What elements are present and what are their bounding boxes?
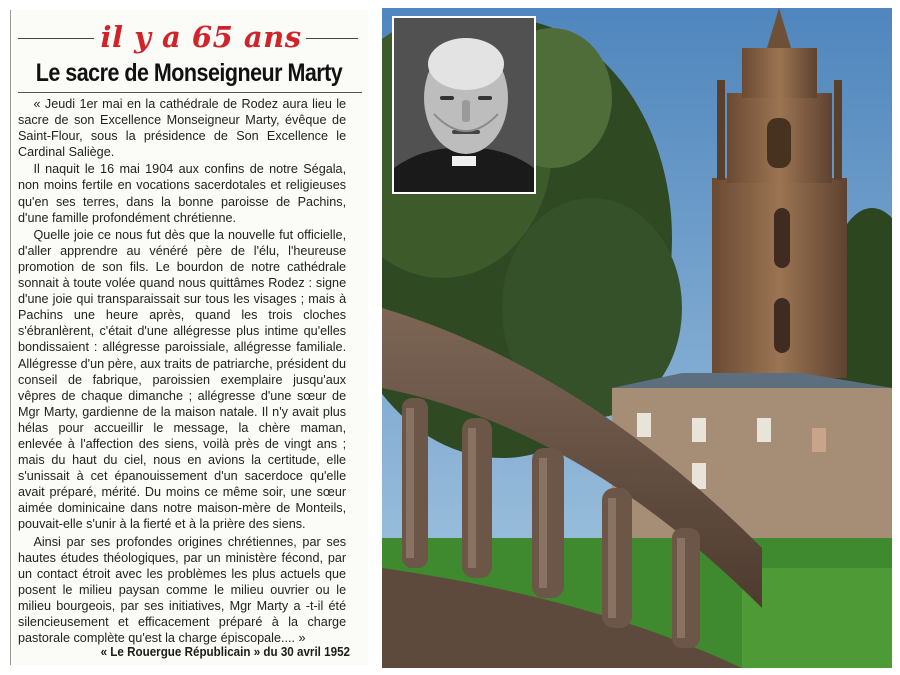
headline: Le sacre de Monseigneur Marty (35, 59, 343, 87)
portrait-photo (392, 16, 536, 194)
paragraph: Ainsi par ses profondes origines chrétiennes, par ses hautes études théologiques, par un ministère fécond, par un contact étroit avec les problèmes les plus actuels que posent le milieu paysan comme le milieu ouvrier ou le milieu bourgeois, par ses initiatives, Mgr Marty a -t-il été silencieusement et efficacement préparé à la charge pastorale complète qu'est la charge épiscopale.... » (18, 533, 347, 646)
paragraph: Il naquit le 16 mai 1904 aux confins de notre Ségala, non moins fertile en vocations sacerdotales et religieuses qu'en ses terres, dans la bonne paroisse de Pachins, d'une famille profondément chrétienne. (18, 161, 347, 225)
newspaper-clipping (10, 10, 368, 665)
article-body (18, 96, 346, 646)
banner-rule-right (306, 38, 358, 39)
banner-title: il y a 65 ans (100, 20, 302, 54)
portrait-illustration (394, 18, 534, 192)
banner-rule-left (18, 38, 94, 39)
paragraph: « Jeudi 1er mai en la cathédrale de Rodez aura lieu le sacre de son Excellence Monseigneur Marty, évêque de Saint-Flour, sous la présidence de Son Excellence le Cardinal Saliège. (18, 96, 347, 160)
headline-divider (18, 92, 362, 93)
source-credit: « Le Rouergue Républicain » du 30 avril 1952 (100, 645, 350, 659)
paragraph: Quelle joie ce nous fut dès que la nouvelle fut officielle, d'aller apprendre au vénéré père de l'élu, l'heureuse promotion de son fils. Le bourdon de notre cathédrale sonnait à toute volée quand nous quittâmes Rodez : signe d'une joie qui transparaissait sur tous les visages ; mais à Pachins une heure après, quand les trois cloches s'ébranlèrent, c'était d'une allégresse plus intime qu'elles bondissaient : allégresse paroissiale, allégresse familiale. Allégresse d'un père, aux traits de patriarche, président du conseil de fabrique, paroissien exemplaire jusqu'aux vêpres de chaque dimanche ; allégresse d'une sœur de Mgr Marty, gardienne de la maison natale. Il n'y avait plus hélas pour accueillir le message, la chère maman, enlevée à l'affection des siens, voilà près de vingt ans ; mais du haut du ciel, nous en avions la certitude, elle s'unissait à cet épanouissement d'un sacerdoce qu'elle avait préparé, mérité. Du moins ce même soir, une sœur aimée dominicaine dans notre maison-mère de Monteils, pouvait-elle s'unir à la fierté et à la prière des siens. (18, 226, 347, 532)
clipping-border (10, 10, 11, 665)
